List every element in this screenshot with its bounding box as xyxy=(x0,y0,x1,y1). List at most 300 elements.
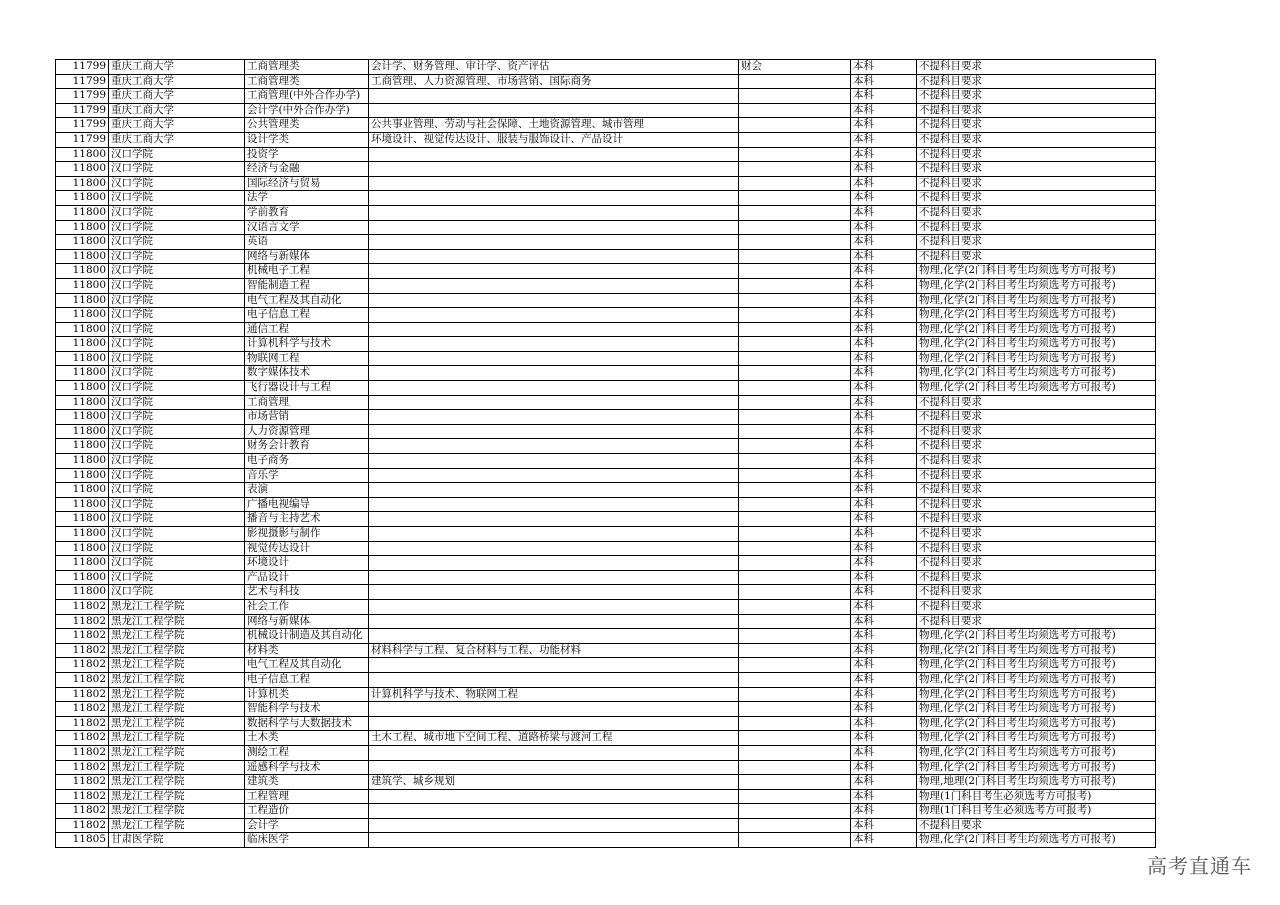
major-category-cell: 艺术与科技 xyxy=(245,585,369,600)
school-code-cell: 11800 xyxy=(56,278,109,293)
table-row xyxy=(56,322,1156,337)
subject-requirement-cell: 不提科目要求 xyxy=(917,191,1156,206)
school-code-cell: 11802 xyxy=(56,818,109,833)
school-code-cell: 11800 xyxy=(56,483,109,498)
included-majors-cell: 环境设计、视觉传达设计、服装与服饰设计、产品设计 xyxy=(369,132,739,147)
note-cell xyxy=(739,395,851,410)
subject-requirement-cell: 不提科目要求 xyxy=(917,162,1156,177)
included-majors-cell xyxy=(369,483,739,498)
table-row xyxy=(56,643,1156,658)
included-majors-cell xyxy=(369,235,739,250)
school-name-cell: 黑龙江工程学院 xyxy=(109,702,245,717)
school-name-cell: 黑龙江工程学院 xyxy=(109,818,245,833)
note-cell xyxy=(739,103,851,118)
subject-requirement-cell: 物理,化学(2门科目考生均须选考方可报考) xyxy=(917,337,1156,352)
table-row xyxy=(56,60,1156,75)
table-row xyxy=(56,775,1156,790)
included-majors-cell xyxy=(369,629,739,644)
table-row xyxy=(56,716,1156,731)
table-row xyxy=(56,731,1156,746)
major-category-cell: 工商管理类 xyxy=(245,74,369,89)
table-row xyxy=(56,483,1156,498)
school-name-cell: 黑龙江工程学院 xyxy=(109,599,245,614)
school-code-cell: 11800 xyxy=(56,454,109,469)
school-name-cell: 汉口学院 xyxy=(109,497,245,512)
table-row xyxy=(56,147,1156,162)
included-majors-cell: 公共事业管理、劳动与社会保障、土地资源管理、城市管理 xyxy=(369,118,739,133)
school-code-cell: 11802 xyxy=(56,745,109,760)
note-cell xyxy=(739,687,851,702)
major-category-cell: 经济与金融 xyxy=(245,162,369,177)
school-code-cell: 11802 xyxy=(56,599,109,614)
subject-requirement-cell: 物理,地理(2门科目考生均须选考方可报考) xyxy=(917,775,1156,790)
note-cell xyxy=(739,629,851,644)
level-cell: 本科 xyxy=(851,658,917,673)
table-row xyxy=(56,556,1156,571)
included-majors-cell: 工商管理、人力资源管理、市场营销、国际商务 xyxy=(369,74,739,89)
subject-requirement-cell: 不提科目要求 xyxy=(917,60,1156,75)
level-cell: 本科 xyxy=(851,322,917,337)
note-cell xyxy=(739,497,851,512)
major-category-cell: 数字媒体技术 xyxy=(245,366,369,381)
note-cell xyxy=(739,74,851,89)
note-cell xyxy=(739,804,851,819)
school-name-cell: 汉口学院 xyxy=(109,220,245,235)
school-code-cell: 11800 xyxy=(56,191,109,206)
school-name-cell: 汉口学院 xyxy=(109,395,245,410)
level-cell: 本科 xyxy=(851,672,917,687)
included-majors-cell xyxy=(369,308,739,323)
subject-requirement-cell: 不提科目要求 xyxy=(917,249,1156,264)
school-name-cell: 黑龙江工程学院 xyxy=(109,745,245,760)
school-name-cell: 黑龙江工程学院 xyxy=(109,643,245,658)
major-category-cell: 建筑类 xyxy=(245,775,369,790)
major-category-cell: 材料类 xyxy=(245,643,369,658)
major-category-cell: 工程管理 xyxy=(245,789,369,804)
level-cell: 本科 xyxy=(851,103,917,118)
school-code-cell: 11802 xyxy=(56,789,109,804)
included-majors-cell xyxy=(369,278,739,293)
level-cell: 本科 xyxy=(851,235,917,250)
subject-requirement-cell: 不提科目要求 xyxy=(917,468,1156,483)
major-category-cell: 影视摄影与制作 xyxy=(245,527,369,542)
note-cell xyxy=(739,716,851,731)
subject-requirement-cell: 物理,化学(2门科目考生均须选考方可报考) xyxy=(917,366,1156,381)
level-cell: 本科 xyxy=(851,424,917,439)
major-category-cell: 计算机科学与技术 xyxy=(245,337,369,352)
level-cell: 本科 xyxy=(851,629,917,644)
note-cell xyxy=(739,147,851,162)
school-name-cell: 黑龙江工程学院 xyxy=(109,775,245,790)
school-code-cell: 11800 xyxy=(56,220,109,235)
note-cell xyxy=(739,833,851,848)
note-cell xyxy=(739,789,851,804)
school-code-cell: 11800 xyxy=(56,497,109,512)
level-cell: 本科 xyxy=(851,60,917,75)
table-row xyxy=(56,278,1156,293)
level-cell: 本科 xyxy=(851,716,917,731)
note-cell xyxy=(739,176,851,191)
level-cell: 本科 xyxy=(851,162,917,177)
level-cell: 本科 xyxy=(851,366,917,381)
school-code-cell: 11802 xyxy=(56,760,109,775)
included-majors-cell xyxy=(369,176,739,191)
school-code-cell: 11800 xyxy=(56,351,109,366)
included-majors-cell xyxy=(369,672,739,687)
school-name-cell: 重庆工商大学 xyxy=(109,103,245,118)
major-category-cell: 英语 xyxy=(245,235,369,250)
school-name-cell: 汉口学院 xyxy=(109,424,245,439)
table-row xyxy=(56,205,1156,220)
table-row xyxy=(56,308,1156,323)
note-cell xyxy=(739,775,851,790)
school-code-cell: 11800 xyxy=(56,410,109,425)
school-code-cell: 11799 xyxy=(56,132,109,147)
level-cell: 本科 xyxy=(851,89,917,104)
school-code-cell: 11800 xyxy=(56,162,109,177)
table-row xyxy=(56,804,1156,819)
note-cell xyxy=(739,191,851,206)
subject-requirement-cell: 不提科目要求 xyxy=(917,541,1156,556)
subject-requirement-cell: 物理,化学(2门科目考生均须选考方可报考) xyxy=(917,278,1156,293)
level-cell: 本科 xyxy=(851,643,917,658)
school-name-cell: 汉口学院 xyxy=(109,191,245,206)
major-category-cell: 工商管理类 xyxy=(245,60,369,75)
subject-requirement-cell: 物理,化学(2门科目考生均须选考方可报考) xyxy=(917,293,1156,308)
note-cell xyxy=(739,132,851,147)
included-majors-cell xyxy=(369,103,739,118)
subject-requirement-cell: 不提科目要求 xyxy=(917,176,1156,191)
table-row xyxy=(56,541,1156,556)
major-category-cell: 电子信息工程 xyxy=(245,672,369,687)
school-name-cell: 汉口学院 xyxy=(109,585,245,600)
school-name-cell: 黑龙江工程学院 xyxy=(109,672,245,687)
school-name-cell: 汉口学院 xyxy=(109,439,245,454)
major-category-cell: 物联网工程 xyxy=(245,351,369,366)
subject-requirement-cell: 物理,化学(2门科目考生均须选考方可报考) xyxy=(917,702,1156,717)
included-majors-cell xyxy=(369,366,739,381)
level-cell: 本科 xyxy=(851,249,917,264)
major-category-cell: 智能科学与技术 xyxy=(245,702,369,717)
note-cell xyxy=(739,731,851,746)
school-name-cell: 汉口学院 xyxy=(109,308,245,323)
school-name-cell: 汉口学院 xyxy=(109,147,245,162)
included-majors-cell xyxy=(369,541,739,556)
major-category-cell: 测绘工程 xyxy=(245,745,369,760)
note-cell xyxy=(739,570,851,585)
level-cell: 本科 xyxy=(851,468,917,483)
note-cell xyxy=(739,760,851,775)
subject-requirement-cell: 物理,化学(2门科目考生均须选考方可报考) xyxy=(917,687,1156,702)
major-category-cell: 工程造价 xyxy=(245,804,369,819)
note-cell xyxy=(739,381,851,396)
table-row xyxy=(56,629,1156,644)
note-cell xyxy=(739,585,851,600)
level-cell: 本科 xyxy=(851,745,917,760)
included-majors-cell xyxy=(369,527,739,542)
note-cell xyxy=(739,424,851,439)
major-category-cell: 投资学 xyxy=(245,147,369,162)
school-name-cell: 汉口学院 xyxy=(109,541,245,556)
school-code-cell: 11800 xyxy=(56,293,109,308)
major-category-cell: 音乐学 xyxy=(245,468,369,483)
school-code-cell: 11800 xyxy=(56,308,109,323)
major-category-cell: 设计学类 xyxy=(245,132,369,147)
note-cell xyxy=(739,454,851,469)
table-row xyxy=(56,249,1156,264)
subject-requirement-cell: 不提科目要求 xyxy=(917,497,1156,512)
school-code-cell: 11800 xyxy=(56,249,109,264)
included-majors-cell xyxy=(369,454,739,469)
table-row xyxy=(56,381,1156,396)
note-cell xyxy=(739,818,851,833)
school-name-cell: 黑龙江工程学院 xyxy=(109,614,245,629)
included-majors-cell xyxy=(369,512,739,527)
included-majors-cell xyxy=(369,337,739,352)
major-category-cell: 遥感科学与技术 xyxy=(245,760,369,775)
included-majors-cell xyxy=(369,468,739,483)
school-code-cell: 11802 xyxy=(56,804,109,819)
note-cell xyxy=(739,264,851,279)
school-code-cell: 11802 xyxy=(56,643,109,658)
included-majors-cell xyxy=(369,716,739,731)
school-name-cell: 汉口学院 xyxy=(109,512,245,527)
table-row xyxy=(56,89,1156,104)
subject-requirement-cell: 物理,化学(2门科目考生均须选考方可报考) xyxy=(917,731,1156,746)
included-majors-cell xyxy=(369,585,739,600)
note-cell xyxy=(739,556,851,571)
note-cell xyxy=(739,205,851,220)
subject-requirement-cell: 不提科目要求 xyxy=(917,103,1156,118)
level-cell: 本科 xyxy=(851,337,917,352)
note-cell xyxy=(739,351,851,366)
table-row xyxy=(56,760,1156,775)
school-code-cell: 11800 xyxy=(56,424,109,439)
school-code-cell: 11800 xyxy=(56,381,109,396)
subject-requirement-cell: 不提科目要求 xyxy=(917,118,1156,133)
included-majors-cell xyxy=(369,395,739,410)
table-row xyxy=(56,395,1156,410)
table-row xyxy=(56,672,1156,687)
major-category-cell: 人力资源管理 xyxy=(245,424,369,439)
major-category-cell: 社会工作 xyxy=(245,599,369,614)
level-cell: 本科 xyxy=(851,147,917,162)
school-code-cell: 11805 xyxy=(56,833,109,848)
level-cell: 本科 xyxy=(851,512,917,527)
level-cell: 本科 xyxy=(851,541,917,556)
note-cell: 财会 xyxy=(739,60,851,75)
school-code-cell: 11800 xyxy=(56,235,109,250)
note-cell xyxy=(739,439,851,454)
table-row xyxy=(56,74,1156,89)
major-category-cell: 通信工程 xyxy=(245,322,369,337)
level-cell: 本科 xyxy=(851,585,917,600)
level-cell: 本科 xyxy=(851,205,917,220)
school-name-cell: 汉口学院 xyxy=(109,410,245,425)
note-cell xyxy=(739,745,851,760)
school-name-cell: 重庆工商大学 xyxy=(109,89,245,104)
major-category-cell: 会计学(中外合作办学) xyxy=(245,103,369,118)
included-majors-cell xyxy=(369,833,739,848)
subject-requirement-cell: 不提科目要求 xyxy=(917,439,1156,454)
table-row xyxy=(56,264,1156,279)
school-name-cell: 汉口学院 xyxy=(109,235,245,250)
level-cell: 本科 xyxy=(851,278,917,293)
level-cell: 本科 xyxy=(851,395,917,410)
level-cell: 本科 xyxy=(851,804,917,819)
note-cell xyxy=(739,308,851,323)
table-row xyxy=(56,454,1156,469)
included-majors-cell xyxy=(369,439,739,454)
level-cell: 本科 xyxy=(851,760,917,775)
table-row xyxy=(56,235,1156,250)
subject-requirement-cell: 不提科目要求 xyxy=(917,570,1156,585)
level-cell: 本科 xyxy=(851,599,917,614)
school-code-cell: 11802 xyxy=(56,687,109,702)
table-row xyxy=(56,424,1156,439)
table-row xyxy=(56,497,1156,512)
note-cell xyxy=(739,293,851,308)
table-row xyxy=(56,118,1156,133)
major-category-cell: 电子商务 xyxy=(245,454,369,469)
major-category-cell: 产品设计 xyxy=(245,570,369,585)
table-row xyxy=(56,410,1156,425)
school-name-cell: 甘肃医学院 xyxy=(109,833,245,848)
included-majors-cell xyxy=(369,745,739,760)
school-name-cell: 汉口学院 xyxy=(109,176,245,191)
school-code-cell: 11800 xyxy=(56,541,109,556)
table-row xyxy=(56,162,1156,177)
level-cell: 本科 xyxy=(851,687,917,702)
major-category-cell: 电子信息工程 xyxy=(245,308,369,323)
note-cell xyxy=(739,162,851,177)
note-cell xyxy=(739,541,851,556)
table-row xyxy=(56,745,1156,760)
school-code-cell: 11800 xyxy=(56,147,109,162)
table-row xyxy=(56,687,1156,702)
table-row xyxy=(56,585,1156,600)
included-majors-cell: 建筑学、城乡规划 xyxy=(369,775,739,790)
school-name-cell: 重庆工商大学 xyxy=(109,132,245,147)
note-cell xyxy=(739,249,851,264)
school-name-cell: 黑龙江工程学院 xyxy=(109,687,245,702)
included-majors-cell xyxy=(369,220,739,235)
subject-requirement-cell: 物理,化学(2门科目考生均须选考方可报考) xyxy=(917,381,1156,396)
included-majors-cell: 计算机科学与技术、物联网工程 xyxy=(369,687,739,702)
subject-requirement-cell: 物理,化学(2门科目考生均须选考方可报考) xyxy=(917,629,1156,644)
note-cell xyxy=(739,527,851,542)
level-cell: 本科 xyxy=(851,308,917,323)
subject-requirement-cell: 不提科目要求 xyxy=(917,132,1156,147)
level-cell: 本科 xyxy=(851,818,917,833)
school-code-cell: 11800 xyxy=(56,264,109,279)
school-code-cell: 11800 xyxy=(56,366,109,381)
school-code-cell: 11802 xyxy=(56,672,109,687)
subject-requirement-cell: 物理,化学(2门科目考生均须选考方可报考) xyxy=(917,264,1156,279)
level-cell: 本科 xyxy=(851,74,917,89)
included-majors-cell xyxy=(369,147,739,162)
level-cell: 本科 xyxy=(851,497,917,512)
table-row xyxy=(56,818,1156,833)
subject-requirement-cell: 不提科目要求 xyxy=(917,395,1156,410)
school-code-cell: 11802 xyxy=(56,702,109,717)
subject-requirement-cell: 物理,化学(2门科目考生均须选考方可报考) xyxy=(917,643,1156,658)
table-row xyxy=(56,439,1156,454)
subject-requirement-cell: 物理(1门科目考生必须选考方可报考) xyxy=(917,804,1156,819)
table-row xyxy=(56,512,1156,527)
major-category-cell: 学前教育 xyxy=(245,205,369,220)
level-cell: 本科 xyxy=(851,191,917,206)
subject-requirement-cell: 物理,化学(2门科目考生均须选考方可报考) xyxy=(917,716,1156,731)
school-code-cell: 11802 xyxy=(56,731,109,746)
school-name-cell: 黑龙江工程学院 xyxy=(109,804,245,819)
school-code-cell: 11802 xyxy=(56,716,109,731)
subject-requirement-cell: 不提科目要求 xyxy=(917,614,1156,629)
school-name-cell: 黑龙江工程学院 xyxy=(109,760,245,775)
included-majors-cell xyxy=(369,89,739,104)
note-cell xyxy=(739,672,851,687)
subject-requirement-cell: 物理,化学(2门科目考生均须选考方可报考) xyxy=(917,322,1156,337)
major-category-cell: 法学 xyxy=(245,191,369,206)
level-cell: 本科 xyxy=(851,264,917,279)
school-code-cell: 11799 xyxy=(56,60,109,75)
subject-requirement-cell: 不提科目要求 xyxy=(917,89,1156,104)
school-code-cell: 11802 xyxy=(56,614,109,629)
included-majors-cell xyxy=(369,702,739,717)
school-name-cell: 重庆工商大学 xyxy=(109,74,245,89)
subject-requirement-cell: 不提科目要求 xyxy=(917,410,1156,425)
school-name-cell: 汉口学院 xyxy=(109,249,245,264)
table-row xyxy=(56,337,1156,352)
included-majors-cell xyxy=(369,351,739,366)
included-majors-cell xyxy=(369,191,739,206)
included-majors-cell xyxy=(369,381,739,396)
school-name-cell: 汉口学院 xyxy=(109,293,245,308)
major-category-cell: 表演 xyxy=(245,483,369,498)
school-code-cell: 11800 xyxy=(56,585,109,600)
subject-requirement-cell: 物理,化学(2门科目考生均须选考方可报考) xyxy=(917,760,1156,775)
note-cell xyxy=(739,512,851,527)
level-cell: 本科 xyxy=(851,483,917,498)
included-majors-cell xyxy=(369,658,739,673)
table-row xyxy=(56,176,1156,191)
table-row xyxy=(56,789,1156,804)
major-category-cell: 电气工程及其自动化 xyxy=(245,293,369,308)
table-row xyxy=(56,366,1156,381)
major-category-cell: 工商管理 xyxy=(245,395,369,410)
note-cell xyxy=(739,658,851,673)
school-code-cell: 11800 xyxy=(56,570,109,585)
level-cell: 本科 xyxy=(851,702,917,717)
level-cell: 本科 xyxy=(851,351,917,366)
major-category-cell: 智能制造工程 xyxy=(245,278,369,293)
included-majors-cell xyxy=(369,818,739,833)
subject-requirement-cell: 不提科目要求 xyxy=(917,512,1156,527)
table-row xyxy=(56,614,1156,629)
school-name-cell: 黑龙江工程学院 xyxy=(109,716,245,731)
included-majors-cell: 材料科学与工程、复合材料与工程、功能材料 xyxy=(369,643,739,658)
school-name-cell: 黑龙江工程学院 xyxy=(109,629,245,644)
note-cell xyxy=(739,483,851,498)
note-cell xyxy=(739,337,851,352)
table-row xyxy=(56,132,1156,147)
admission-table xyxy=(55,59,1156,848)
major-category-cell: 计算机类 xyxy=(245,687,369,702)
school-code-cell: 11800 xyxy=(56,176,109,191)
subject-requirement-cell: 不提科目要求 xyxy=(917,147,1156,162)
level-cell: 本科 xyxy=(851,570,917,585)
note-cell xyxy=(739,89,851,104)
